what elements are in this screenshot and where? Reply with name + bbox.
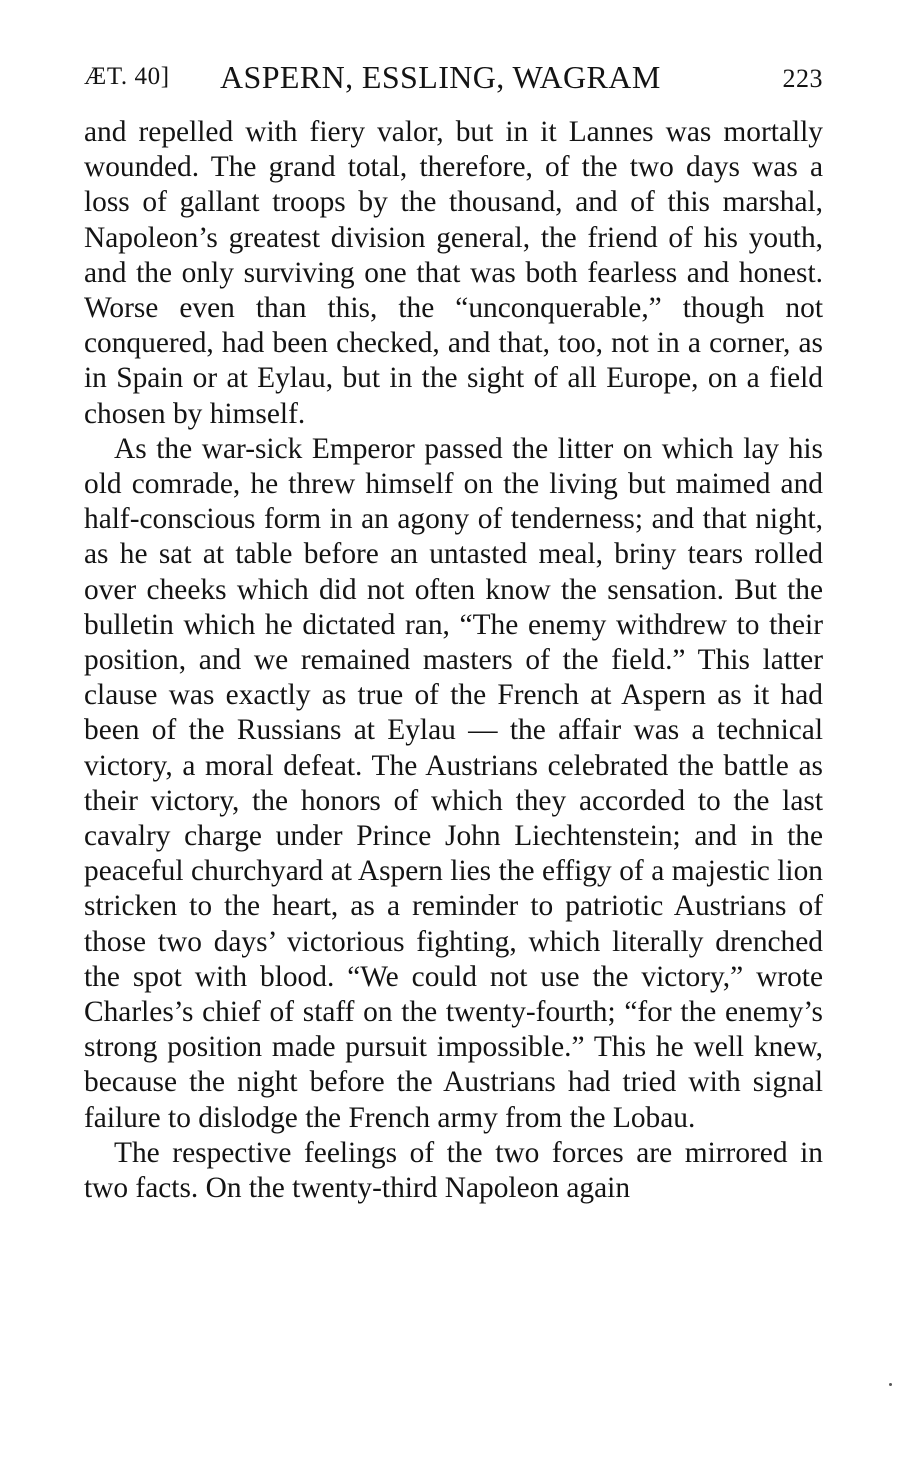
- running-header: [84, 55, 823, 99]
- paragraph-2: As the war-sick Emperor passed the litter on which lay his old comrade, he threw himself on the living but maimed and half-conscious form in an agony of tenderness; and that night, as he sat at table before an untasted meal, briny tears rolled over cheeks which did not often know the sensation. But the bulletin which he dictated ran, “The enemy withdrew to their position, and we remained masters of the field.” This latter clause was exactly as true of the French at Aspern as it had been of the Russians at Eylau — the affair was a technical victory, a moral defeat. The Austrians celebrated the battle as their victory, the honors of which they accorded to the last cavalry charge under Prince John Liechtenstein; and in the peaceful churchyard at Aspern lies the effigy of a majestic lion stricken to the heart, as a reminder to patriotic Austrians of those two days’ victorious fighting, which literally drenched the spot with blood. “We could not use the victory,” wrote Charles’s chief of staff on the twenty-fourth; “for the enemy’s strong position made pursuit impossible.” This he well knew, because the night before the Austrians had tried with signal failure to dislodge the French army from the Lobau.: [84, 432, 823, 1134]
- page-number: 223: [782, 64, 823, 93]
- header-title: ASPERN, ESSLING, WAGRAM: [220, 59, 661, 95]
- header-age-note: ÆT. 40]: [84, 63, 170, 90]
- page-body: [84, 115, 823, 1206]
- book-page: [84, 55, 823, 1206]
- paragraph-1: and repelled with fiery valor, but in it Lannes was mortally wounded. The grand total, therefore, of the two days was a loss of gallant troops by the thousand, and of this marshal, Napoleon’s greatest division general, the friend of his youth, and the only surviving one that was both fearless and honest. Worse even than this, the “unconquerable,” though not conquered, had been checked, and that, too, not in a corner, as in Spain or at Eylau, but in the sight of all Europe, on a field chosen by himself.: [84, 116, 823, 430]
- paragraph-3: The respective feelings of the two forces are mirrored in two facts. On the twenty-third Napoleon again: [84, 1136, 823, 1205]
- margin-speck: [889, 1383, 892, 1386]
